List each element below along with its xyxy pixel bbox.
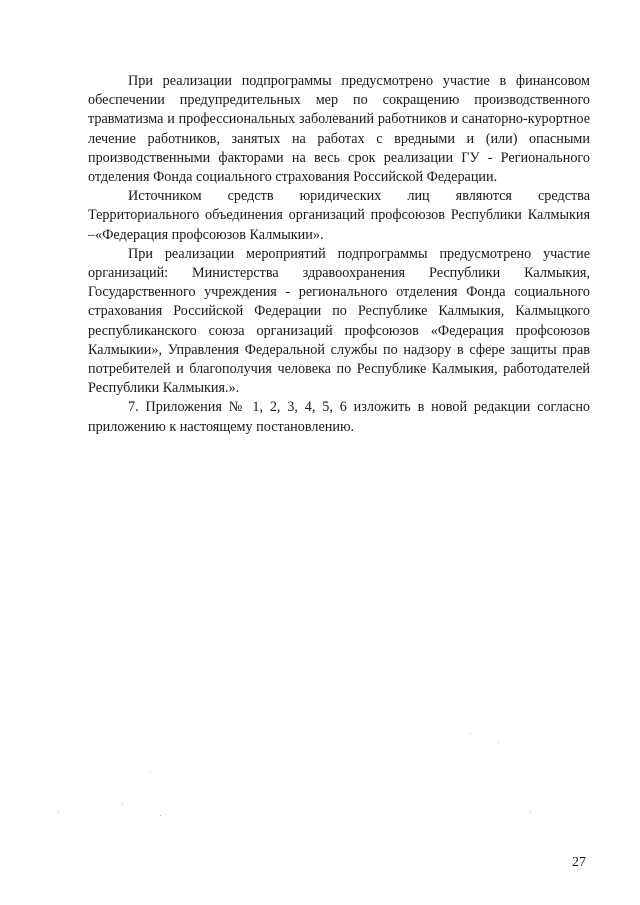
scan-speck [150, 772, 151, 773]
scan-speck [498, 742, 499, 743]
paragraph-appendices: 7. Приложения № 1, 2, 3, 4, 5, 6 изложить в новой редакции согласно приложению к настоящему постановлению. [88, 399, 590, 435]
scan-speck [122, 803, 123, 804]
scan-speck [58, 812, 59, 813]
scan-speck [160, 815, 161, 816]
body-text [88, 72, 590, 437]
paragraph-financing: При реализации подпрограммы предусмотрено участие в финансовом обеспечении предупредительных мер по сокращению производственного травматизма и профессиональных заболеваний работников и санаторно-курортное лечение работников, занятых на работах с вредными и (или) опасными производственными факторами на весь срок реализации ГУ - Регионального отделения Фонда социального страхования Российской Федерации. [88, 73, 590, 186]
page-number: 27 [572, 855, 586, 870]
scan-speck [530, 812, 531, 813]
paragraph-participants: При реализации мероприятий подпрограммы предусмотрено участие организаций: Министерства здравоохранения Республики Калмыкия, Государственного учреждения - регионального отделения Фонда социального страхования Российской Федерации по Республике Калмыкия, Калмыцкого республиканского союза организаций профсоюзов «Федерация профсоюзов Калмыкии», Управления Федеральной службы по надзору в сфере защиты прав потребителей и благополучия человека по Республике Калмыкия, работодателей Республики Калмыкия.». [88, 245, 590, 397]
paragraph-funding-source: Источником средств юридических лиц являются средства Территориального объединения организаций профсоюзов Республики Калмыкия –«Федерация профсоюзов Калмыкии». [88, 188, 590, 243]
scan-speck [470, 733, 471, 734]
